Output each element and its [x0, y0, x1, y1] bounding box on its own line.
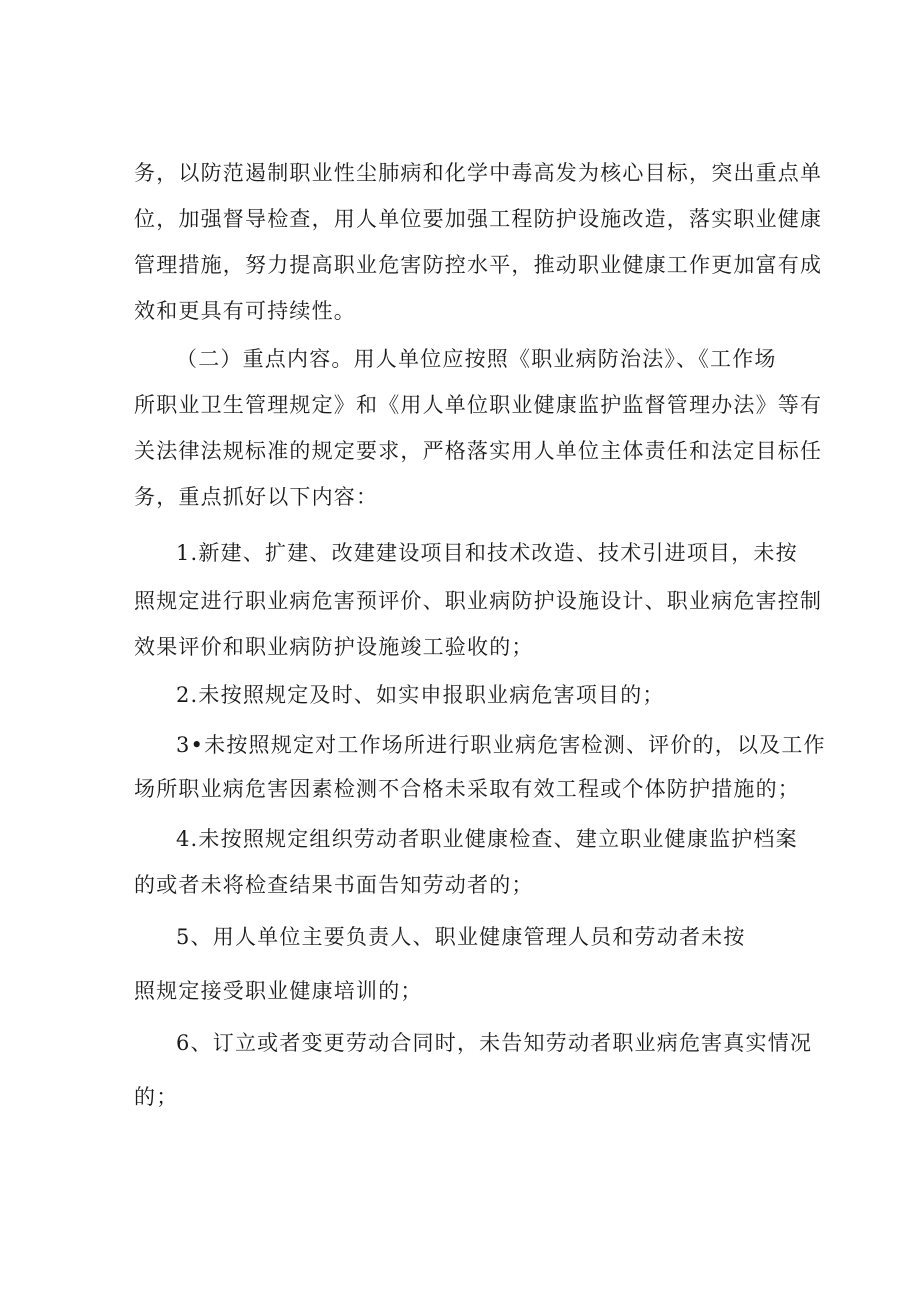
- text-line: 的；: [134, 1085, 179, 1109]
- list-item-line: 3•未按照规定对工作场所进行职业病危害检测、评价的，以及工作: [176, 733, 826, 757]
- section-heading-line: （二）重点内容。用人单位应按照《职业病防治法》、《工作场: [176, 347, 777, 371]
- list-item-line: 4.未按照规定组织劳动者职业健康检查、建立职业健康监护档案: [176, 827, 798, 851]
- list-item-line: 1.新建、扩建、改建建设项目和技术改造、技术引进项目，未按: [176, 541, 798, 565]
- text-line: 照规定接受职业健康培训的；: [134, 979, 423, 1003]
- text-line: 的或者未将检查结果书面告知劳动者的；: [134, 873, 534, 897]
- text-line: 效和更具有可持续性。: [134, 299, 356, 323]
- text-line: 关法律法规标准的规定要求，严格落实用人单位主体责任和法定目标任: [134, 439, 823, 463]
- text-line: 位，加强督导检查，用人单位要加强工程防护设施改造，落实职业健康: [134, 207, 823, 231]
- text-line: 效果评价和职业病防护设施竣工验收的；: [134, 635, 534, 659]
- text-line: 务，重点抓好以下内容：: [134, 485, 379, 509]
- text-line: 照规定进行职业病危害预评价、职业病防护设施设计、职业病危害控制: [134, 589, 823, 613]
- text-line: 管理措施，努力提高职业危害防控水平，推动职业健康工作更加富有成: [134, 253, 823, 277]
- list-item-line: 2.未按照规定及时、如实申报职业病危害项目的；: [176, 683, 665, 707]
- list-item-line: 5、用人单位主要负责人、职业健康管理人员和劳动者未按: [176, 925, 746, 949]
- text-line: 场所职业病危害因素检测不合格未采取有效工程或个体防护措施的；: [134, 777, 800, 801]
- text-line: 所职业卫生管理规定》和《用人单位职业健康监护监督管理办法》等有: [134, 393, 823, 417]
- text-line: 务，以防范遏制职业性尘肺病和化学中毒高发为核心目标，突出重点单: [134, 161, 823, 185]
- list-item-line: 6、订立或者变更劳动合同时，未告知劳动者职业病危害真实情况: [176, 1031, 813, 1055]
